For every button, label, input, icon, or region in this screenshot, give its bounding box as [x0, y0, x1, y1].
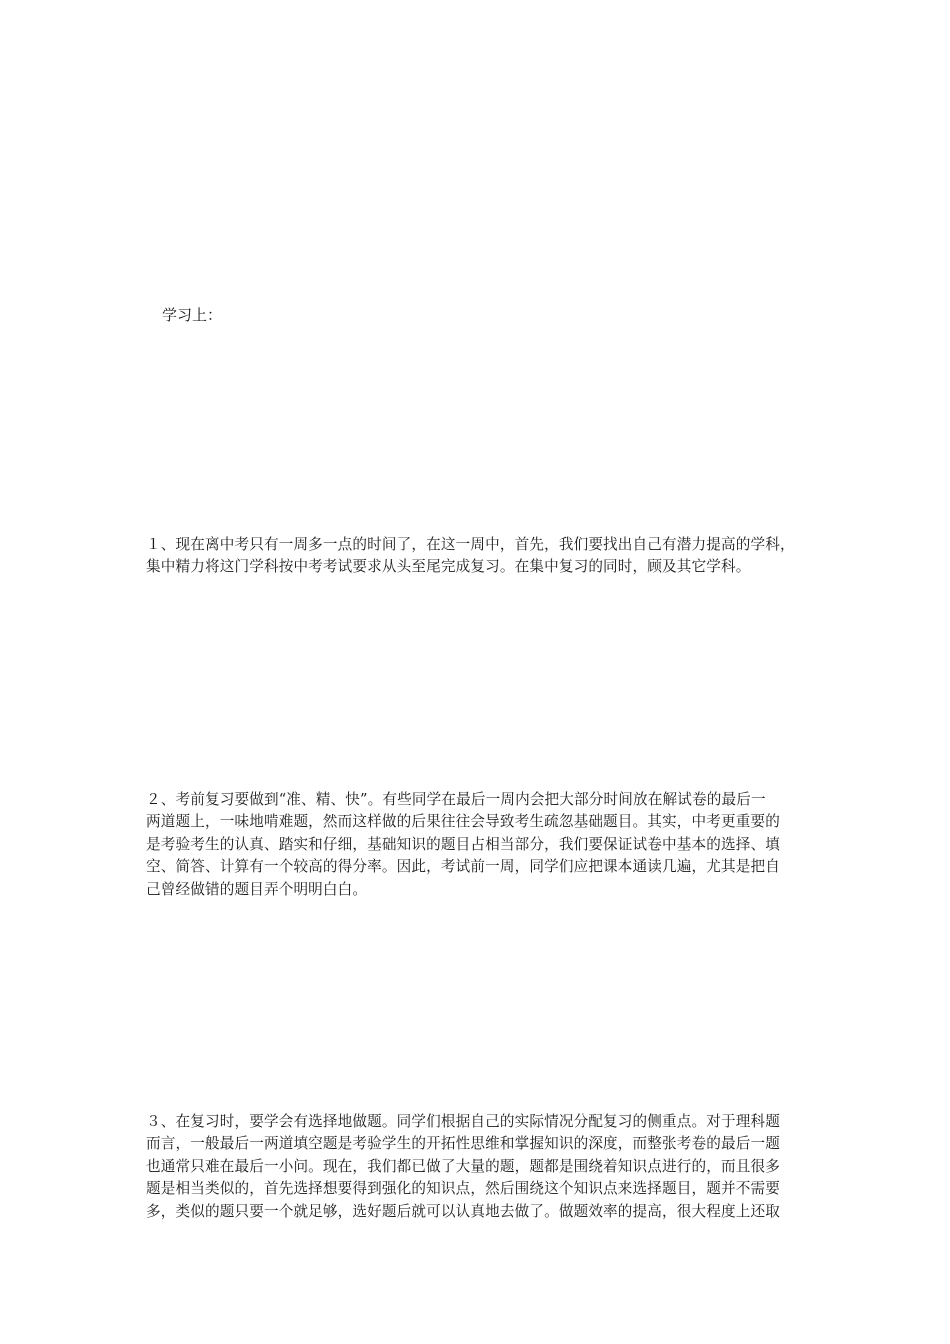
paragraph-line: 两道题上，一味地啃难题，然而这样做的后果往往会导致考生疏忽基础题目。其实，中考更重要的	[146, 813, 780, 831]
paragraph-line: 空、简答、计算有一个较高的得分率。因此，考试前一周，同学们应把课本通读几遍，尤其是把自	[146, 858, 780, 876]
paragraph-line: 而言，一般最后一两道填空题是考验学生的开拓性思维和掌握知识的深度，而整张考卷的最后一题	[146, 1135, 780, 1153]
paragraph-line: 题是相当类似的，首先选择想要得到强化的知识点，然后围绕这个知识点来选择题目，题并不需要	[146, 1180, 780, 1198]
paragraph-line: 己曾经做错的题目弄个明明白白。	[146, 880, 368, 898]
paragraph-line: 是考验考生的认真、踏实和仔细，基础知识的题目占相当部分，我们要保证试卷中基本的选择、填	[146, 835, 780, 853]
paragraph-line: 集中精力将这门学科按中考考试要求从头至尾完成复习。在集中复习的同时，顾及其它学科。	[146, 558, 751, 576]
paragraph-line: ２、考前复习要做到“准、精、快”。有些同学在最后一周内会把大部分时间放在解试卷的最后一	[146, 791, 766, 808]
paragraph-2	[146, 789, 866, 901]
paragraph-line: ３、在复习时，要学会有选择地做题。同学们根据自己的实际情况分配复习的侧重点。对于理科题	[146, 1113, 780, 1130]
paragraph-line: 多，类似的题只要一个就足够，选好题后就可以认真地去做了。做题效率的提高，很大程度上还取	[146, 1202, 780, 1220]
section-heading: 学习上：	[162, 306, 223, 324]
paragraph-1	[146, 534, 866, 579]
paragraph-3	[146, 1111, 866, 1223]
paragraph-line: 也通常只难在最后一小问。现在，我们都已做了大量的题，题都是围绕着知识点进行的，而且很多	[146, 1157, 780, 1175]
paragraph-line: １、现在离中考只有一周多一点的时间了，在这一周中，首先，我们要找出自己有潜力提高的学科，	[146, 536, 795, 553]
